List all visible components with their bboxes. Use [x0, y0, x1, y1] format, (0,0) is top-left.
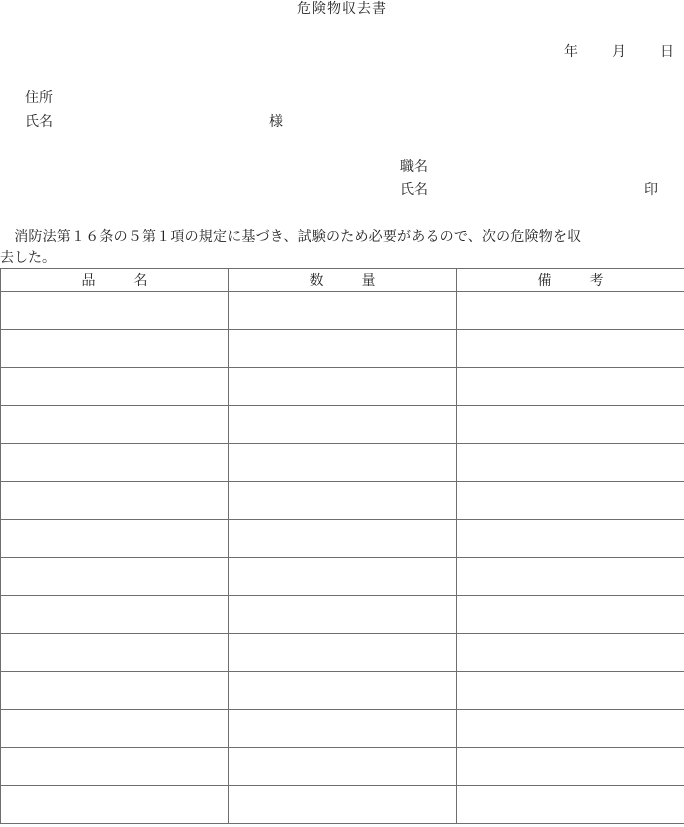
table-row: [1, 406, 684, 444]
cell-quantity[interactable]: [229, 672, 457, 710]
cell-item-name[interactable]: [1, 520, 229, 558]
body-text-line-2: 去した。: [0, 250, 56, 266]
body-text-line-1: 消防法第１６条の５第１項の規定に基づき、試験のため必要があるので、次の危険物を収: [0, 229, 582, 245]
cell-item-name[interactable]: [1, 558, 229, 596]
officer-post-label: 職名: [400, 159, 428, 175]
cell-item-name[interactable]: [1, 444, 229, 482]
cell-quantity[interactable]: [229, 634, 457, 672]
cell-remarks[interactable]: [457, 710, 684, 748]
table-header-row: [1, 269, 684, 292]
cell-quantity[interactable]: [229, 558, 457, 596]
cell-item-name[interactable]: [1, 672, 229, 710]
date-fields: [564, 43, 674, 61]
cell-quantity[interactable]: [229, 596, 457, 634]
table-row: [1, 444, 684, 482]
cell-item-name[interactable]: [1, 748, 229, 786]
cell-quantity[interactable]: [229, 710, 457, 748]
cell-remarks[interactable]: [457, 748, 684, 786]
table-row: [1, 786, 684, 824]
table-row: [1, 330, 684, 368]
table-row: [1, 634, 684, 672]
cell-remarks[interactable]: [457, 406, 684, 444]
cell-item-name[interactable]: [1, 482, 229, 520]
cell-remarks[interactable]: [457, 634, 684, 672]
cell-quantity[interactable]: [229, 330, 457, 368]
cell-item-name[interactable]: [1, 330, 229, 368]
table-row: [1, 368, 684, 406]
cell-remarks[interactable]: [457, 330, 684, 368]
officer-name-label: 氏名: [400, 182, 428, 198]
table-row: [1, 482, 684, 520]
table-row: [1, 710, 684, 748]
header-item-name: 品 名: [1, 269, 229, 292]
seal-label: 印: [644, 182, 658, 198]
header-remarks: 備 考: [457, 269, 684, 292]
cell-quantity[interactable]: [229, 368, 457, 406]
cell-remarks[interactable]: [457, 558, 684, 596]
cell-remarks[interactable]: [457, 596, 684, 634]
table-row: [1, 748, 684, 786]
cell-quantity[interactable]: [229, 292, 457, 330]
cell-quantity[interactable]: [229, 406, 457, 444]
cell-item-name[interactable]: [1, 596, 229, 634]
table-row: [1, 558, 684, 596]
year-label: 年: [564, 44, 578, 60]
cell-quantity[interactable]: [229, 520, 457, 558]
cell-quantity[interactable]: [229, 482, 457, 520]
table-row: [1, 596, 684, 634]
cell-remarks[interactable]: [457, 292, 684, 330]
cell-quantity[interactable]: [229, 786, 457, 824]
cell-remarks[interactable]: [457, 672, 684, 710]
cell-item-name[interactable]: [1, 786, 229, 824]
cell-quantity[interactable]: [229, 444, 457, 482]
cell-remarks[interactable]: [457, 482, 684, 520]
cell-item-name[interactable]: [1, 368, 229, 406]
cell-item-name[interactable]: [1, 406, 229, 444]
honorific-label: 様: [269, 114, 283, 130]
recipient-name-label: 氏名: [25, 114, 53, 130]
day-label: 日: [660, 44, 674, 60]
document-title: 危険物収去書: [297, 1, 387, 17]
cell-item-name[interactable]: [1, 292, 229, 330]
cell-remarks[interactable]: [457, 368, 684, 406]
table-row: [1, 520, 684, 558]
header-quantity: 数 量: [229, 269, 457, 292]
cell-item-name[interactable]: [1, 634, 229, 672]
hazmat-table: [0, 268, 684, 824]
cell-remarks[interactable]: [457, 520, 684, 558]
cell-item-name[interactable]: [1, 710, 229, 748]
cell-remarks[interactable]: [457, 444, 684, 482]
cell-quantity[interactable]: [229, 748, 457, 786]
cell-remarks[interactable]: [457, 786, 684, 824]
table-row: [1, 672, 684, 710]
table-row: [1, 292, 684, 330]
month-label: 月: [612, 44, 626, 60]
recipient-address-label: 住所: [25, 90, 53, 106]
